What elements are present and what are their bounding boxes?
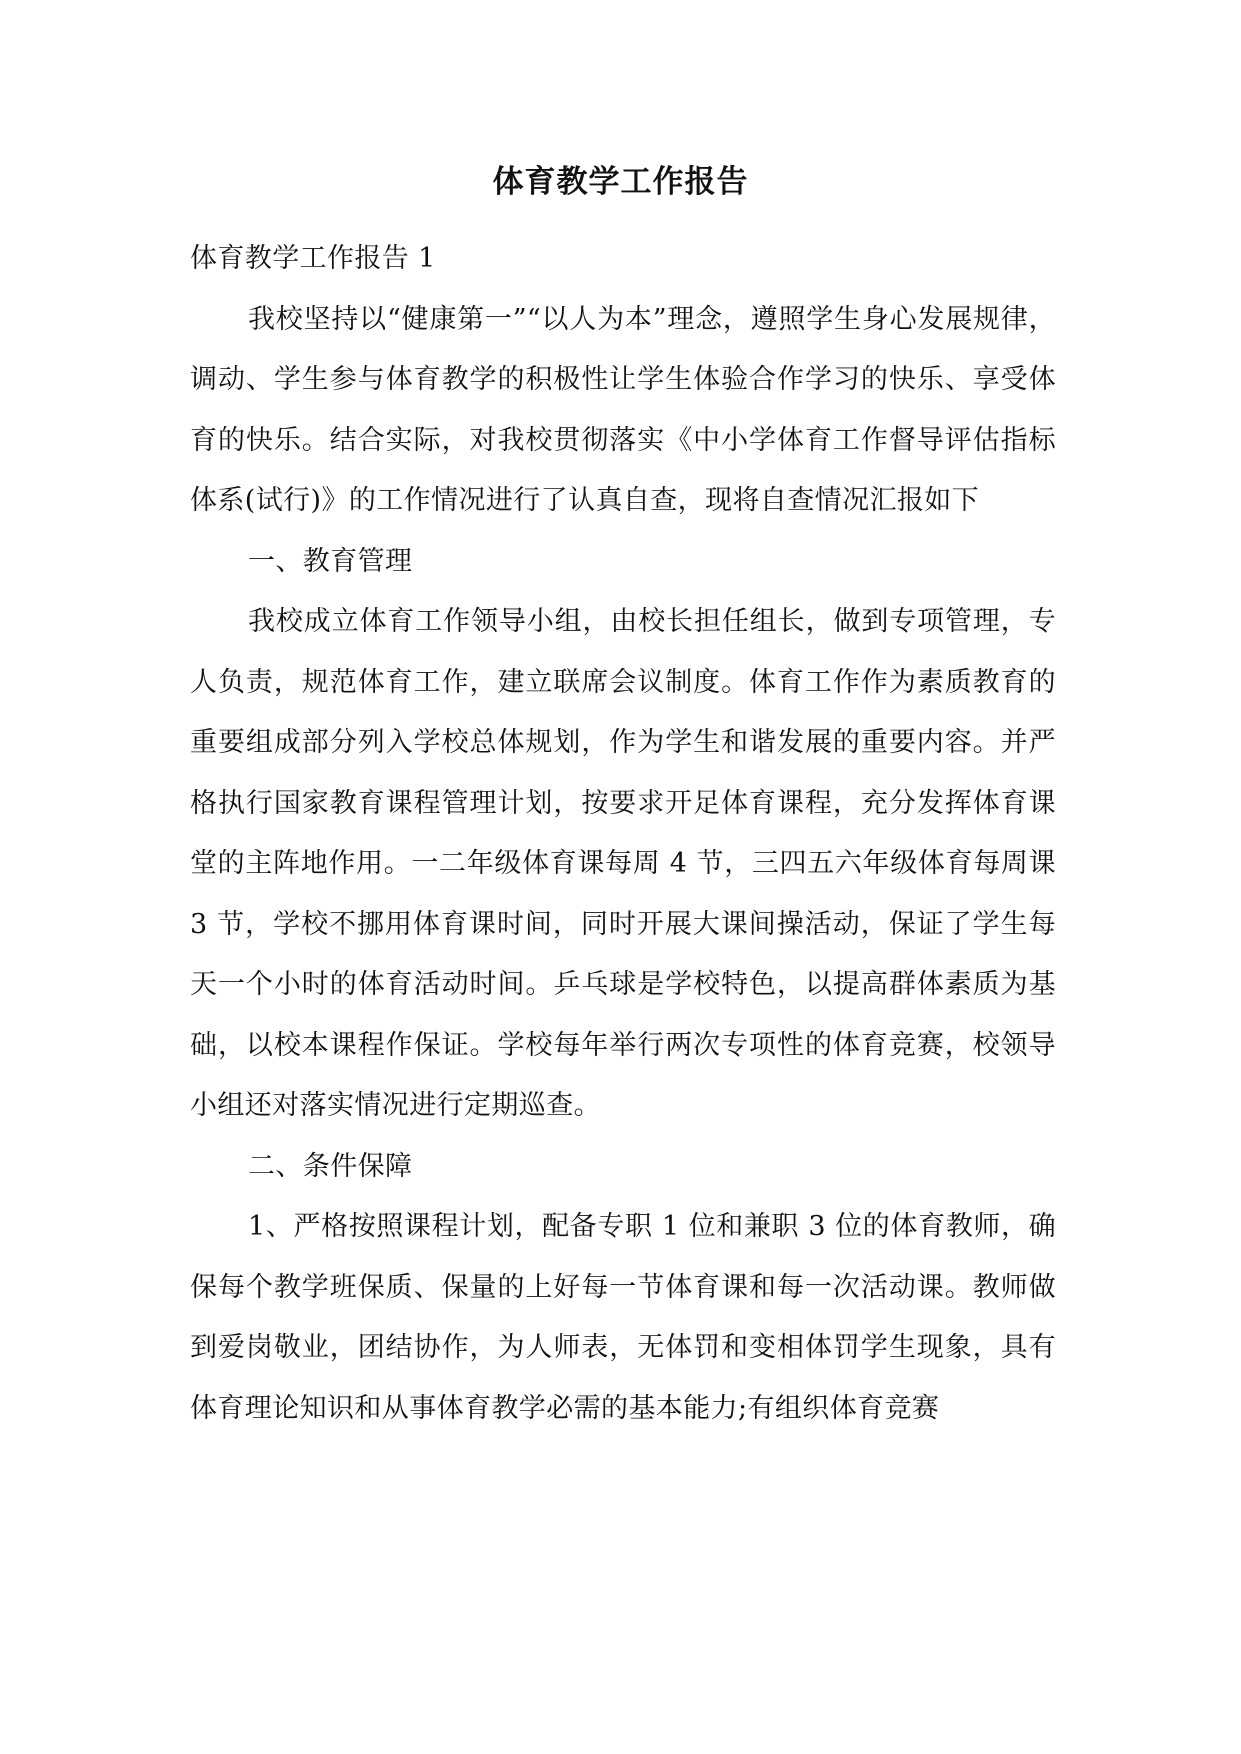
document-body <box>190 229 1056 1439</box>
section-heading-education-management: 一、教育管理 <box>248 545 413 577</box>
education-management-paragraph: 我校成立体育工作领导小组，由校长担任组长，做到专项管理，专人负责，规范体育工作，建立联席会议制度。体育工作作为素质教育的重要组成部分列入学校总体规划，作为学生和谐发展的重要内容。并严格执行国家教育课程管理计划，按要求开足体育课程，充分发挥体育课堂的主阵地作用。一二年级体育课每周 4 节，三四五六年级体育每周课 3 节，学校不挪用体育课时间，同时开展大课间操活动，保证了学生每天一个小时的体育活动时间。乒乓球是学校特色，以提高群体素质为基础，以校本课程作保证。学校每年举行两次专项性的体育竞赛，校领导小组还对落实情况进行定期巡查。 <box>190 606 1056 1121</box>
intro-paragraph: 我校坚持以“健康第一”“以人为本”理念，遵照学生身心发展规律，调动、学生参与体育教学的积极性让学生体验合作学习的快乐、享受体育的快乐。结合实际，对我校贯彻落实《中小学体育工作督导评估指标体系(试行)》的工作情况进行了认真自查，现将自查情况汇报如下 <box>190 303 1056 516</box>
conditions-paragraph-1: 1、严格按照课程计划，配备专职 1 位和兼职 3 位的体育教师，确保每个教学班保质、保量的上好每一节体育课和每一次活动课。教师做到爱岗敬业，团结协作，为人师表，无体罚和变相体罚学生现象，具有体育理论知识和从事体育教学必需的基本能力;有组织体育竞赛 <box>190 1211 1056 1424</box>
section-heading-conditions: 二、条件保障 <box>248 1150 413 1182</box>
document-title: 体育教学工作报告 <box>492 164 749 200</box>
section-subtitle: 体育教学工作报告 1 <box>190 243 436 274</box>
